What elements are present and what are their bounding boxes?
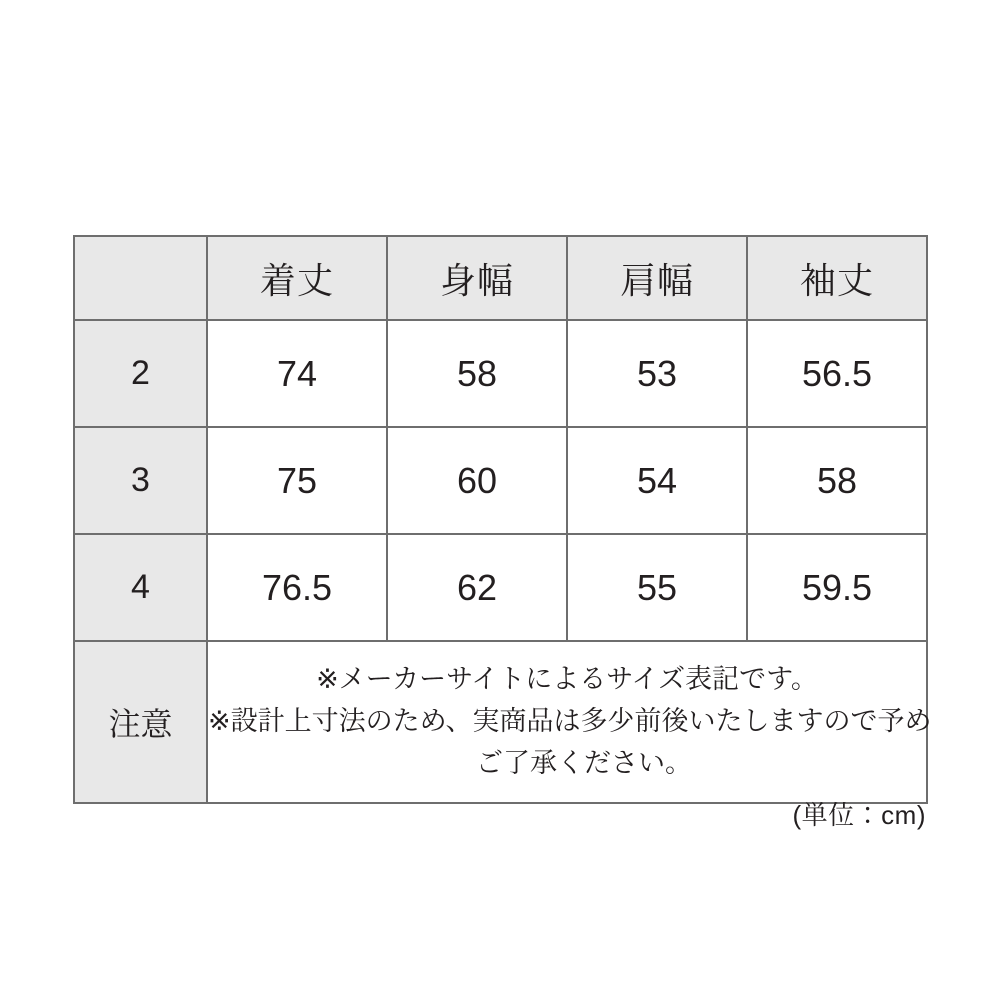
table-header-row	[74, 236, 927, 320]
table-row	[74, 320, 927, 427]
row-label-size-3: 3	[74, 427, 207, 534]
cell-size3-sleeve: 58	[747, 427, 927, 534]
note-row	[74, 641, 927, 803]
column-header-width: 身幅	[387, 236, 567, 320]
cell-size4-length: 76.5	[207, 534, 387, 641]
cell-size4-sleeve: 59.5	[747, 534, 927, 641]
cell-size3-width: 60	[387, 427, 567, 534]
table-row	[74, 427, 927, 534]
cell-size2-length: 74	[207, 320, 387, 427]
row-label-size-4: 4	[74, 534, 207, 641]
size-table-container	[73, 235, 932, 804]
note-text	[207, 641, 932, 803]
note-line-3: ご了承ください。	[476, 747, 692, 778]
column-header-corner	[74, 236, 207, 320]
table-row	[74, 534, 927, 641]
column-header-shoulder: 肩幅	[567, 236, 747, 320]
unit-note: (単位：cm)	[792, 800, 926, 830]
size-table	[73, 235, 932, 804]
note-label: 注意	[74, 641, 207, 803]
column-header-length: 着丈	[207, 236, 387, 320]
note-line-2: ※設計上寸法のため、実商品は多少前後いたしますので予め	[208, 706, 932, 737]
note-line-1: ※メーカーサイトによるサイズ表記です。	[316, 664, 818, 695]
cell-size2-width: 58	[387, 320, 567, 427]
cell-size2-sleeve: 56.5	[747, 320, 927, 427]
cell-size4-width: 62	[387, 534, 567, 641]
cell-size4-shoulder: 55	[567, 534, 747, 641]
column-header-sleeve: 袖丈	[747, 236, 927, 320]
cell-size2-shoulder: 53	[567, 320, 747, 427]
cell-size3-length: 75	[207, 427, 387, 534]
cell-size3-shoulder: 54	[567, 427, 747, 534]
row-label-size-2: 2	[74, 320, 207, 427]
